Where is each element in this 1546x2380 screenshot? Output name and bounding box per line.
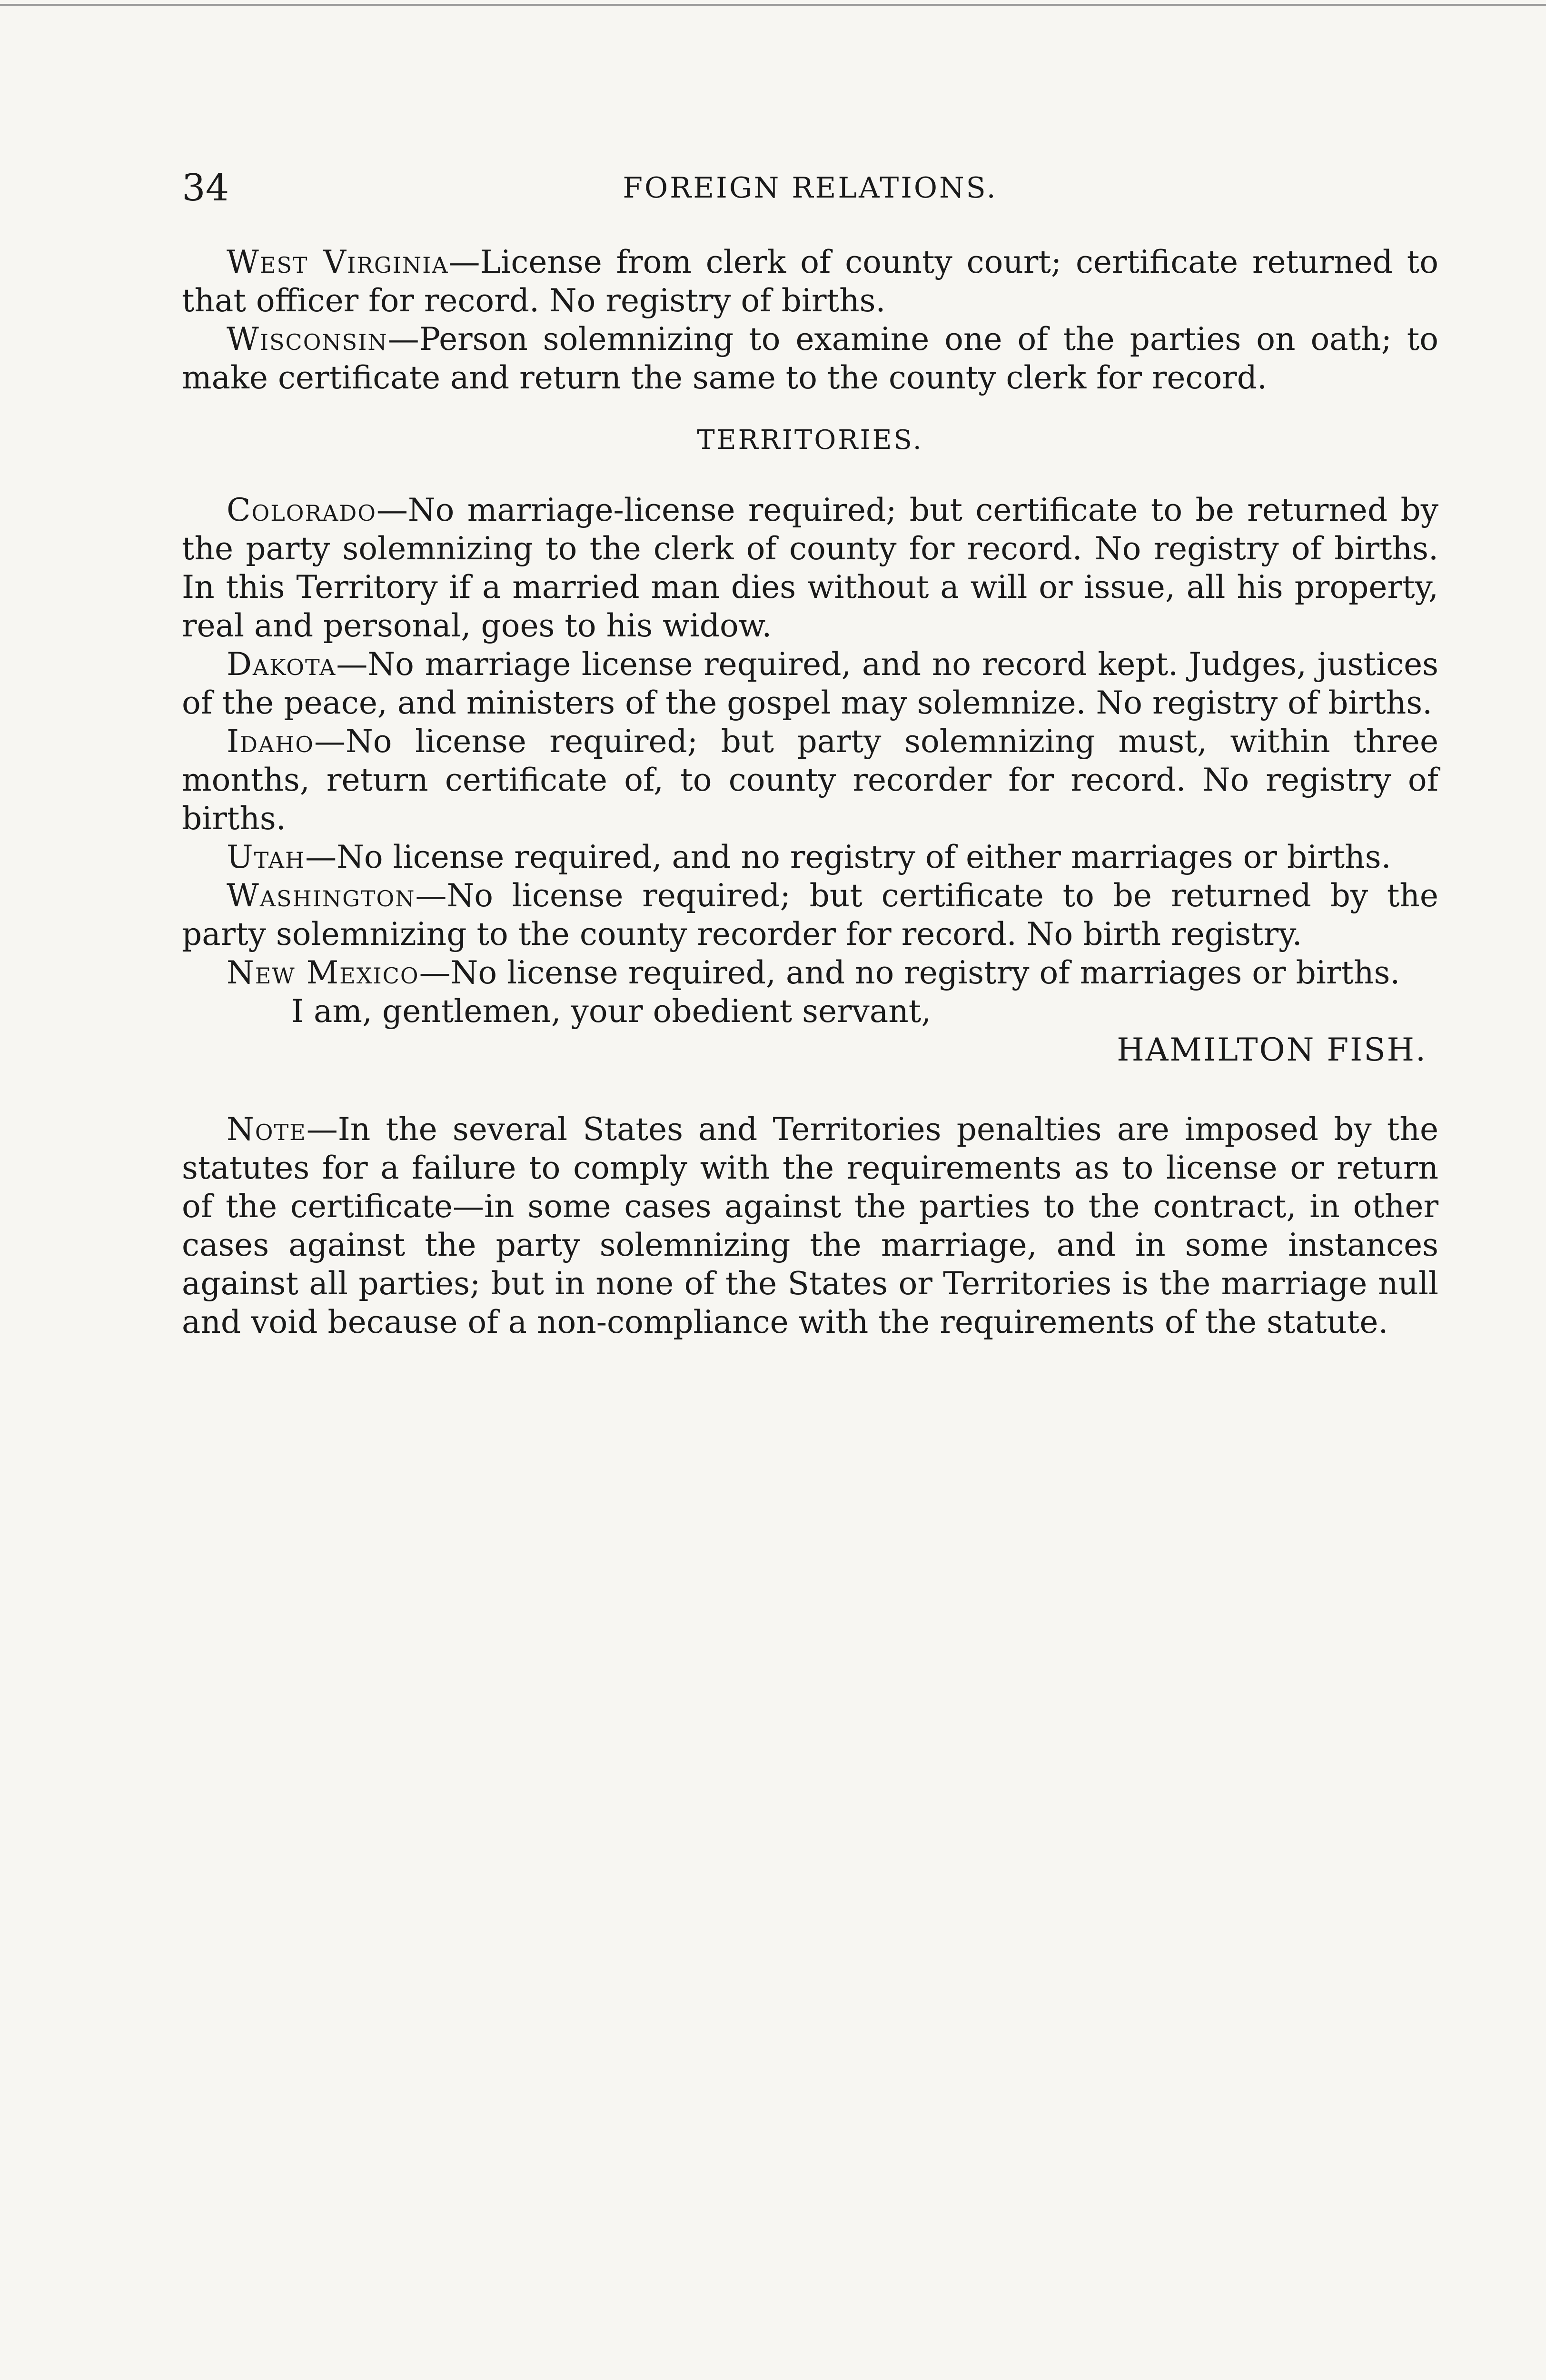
- entry-term: Colorado: [227, 492, 377, 528]
- entry-text: —No license required; but certificate to be returned by the party solemnizing to the county recorder for record. No birth registry.: [182, 877, 1438, 952]
- entry-term: New Mexico: [227, 954, 419, 991]
- entry-wisconsin: [182, 320, 1438, 397]
- entry-term: Dakota: [227, 646, 337, 683]
- entry-term: Utah: [227, 839, 306, 875]
- entry-term: Washington: [227, 877, 416, 914]
- page-number: 34: [182, 167, 229, 209]
- signature: HAMILTON FISH.: [1117, 1031, 1427, 1068]
- entry-text: —No license required, and no registry of marriages or births.: [419, 954, 1400, 991]
- running-title: FOREIGN RELATIONS.: [623, 171, 998, 205]
- entry-text: —Person solemnizing to examine one of the parties on oath; to make certificate and return the same to the county clerk for record.: [182, 321, 1438, 396]
- note-label: Note: [227, 1111, 307, 1148]
- note-text: —In the several States and Territories penalties are imposed by the statutes for a failure to comply with the requirements as to license or return of the certificate—in some cases against the parties to the contract, in other cases against the party solemnizing the marriage, and in some instances against all parties; but in none of the States or Territories is the marriage null and void because of a non-compliance with the requirements of the statute.: [182, 1111, 1438, 1340]
- entry-term: Wisconsin: [227, 321, 388, 357]
- entry-dakota: [182, 645, 1438, 722]
- entry-text: —No marriage-license required; but certificate to be returned by the party solemnizing to the clerk of county for record. No registry of births. In this Territory if a married man dies without a will or issue, all his property, real and personal, goes to his widow.: [182, 492, 1438, 644]
- entry-west-virginia: [182, 243, 1438, 320]
- closing-salutation: I am, gentlemen, your obedient servant,: [291, 993, 932, 1030]
- entry-utah: [182, 838, 1438, 876]
- entry-text: —No license required; but party solemnizing must, within three months, return certificate of, to county recorder for record. No registry of births.: [182, 723, 1438, 837]
- entry-text: —No license required, and no registry of either marriages or births.: [305, 839, 1391, 875]
- entry-term: Idaho: [227, 723, 314, 760]
- running-head: [182, 162, 1438, 214]
- entry-term: West Virginia: [227, 244, 449, 280]
- entry-washington: [182, 876, 1438, 953]
- entry-idaho: [182, 722, 1438, 838]
- entry-new-mexico: [182, 953, 1438, 992]
- territories-heading: TERRITORIES.: [697, 425, 923, 456]
- entry-colorado: [182, 491, 1438, 645]
- note: [182, 1110, 1438, 1341]
- top-rule: [0, 4, 1546, 6]
- entry-text: —No marriage license required, and no record kept. Judges, justices of the peace, and ministers of the gospel may solemnize. No registry of births.: [182, 646, 1438, 721]
- entry-text: —License from clerk of county court; certificate returned to that officer for record. No registry of births.: [182, 244, 1438, 319]
- body-text: [182, 243, 1438, 1341]
- page: [182, 162, 1438, 1341]
